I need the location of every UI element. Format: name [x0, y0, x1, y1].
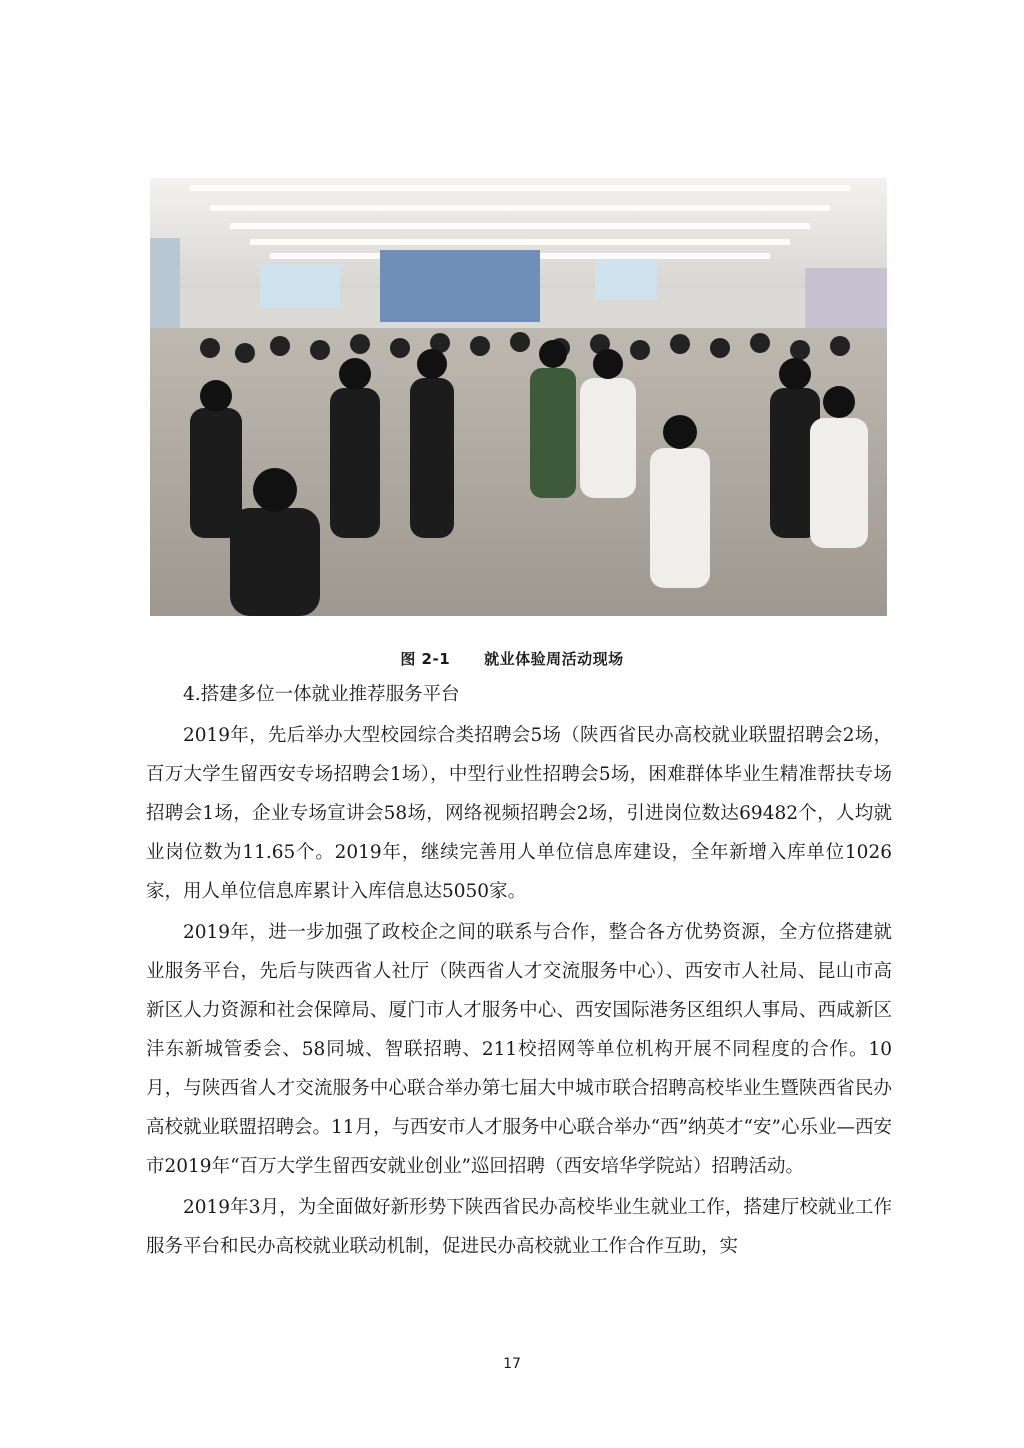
- paragraph-1: 2019年，先后举办大型校园综合类招聘会5场（陕西省民办高校就业联盟招聘会2场，百万大学生留西安专场招聘会1场），中型行业性招聘会5场，困难群体毕业生精准帮扶专场招聘会1场，企业专场宣讲会58场，网络视频招聘会2场，引进岗位数达69482个，人均就业岗位数为11.65个。2019年，继续完善用人单位信息库建设，全年新增入库单位1026家，用人单位信息库累计入库信息达5050家。: [146, 725, 892, 902]
- figure-number: 图 2-1: [400, 650, 451, 668]
- figure-caption: [0, 648, 1024, 669]
- crowd-photo-icon: [150, 178, 887, 616]
- figure-title: 就业体验周活动现场: [484, 650, 624, 668]
- section-heading: 4.搭建多位一体就业推荐服务平台: [183, 684, 460, 705]
- body-text: [146, 675, 892, 1268]
- paragraph-3: 2019年3月，为全面做好新形势下陕西省民办高校毕业生就业工作，搭建厅校就业工作服务平台和民办高校就业联动机制，促进民办高校就业工作合作互助，实: [146, 1197, 892, 1257]
- page-number: 17: [503, 1356, 521, 1372]
- event-photo: [150, 178, 887, 616]
- paragraph-2: 2019年，进一步加强了政校企之间的联系与合作，整合各方优势资源，全方位搭建就业服务平台，先后与陕西省人社厅（陕西省人才交流服务中心）、西安市人社局、昆山市高新区人力资源和社会保障局、厦门市人才服务中心、西安国际港务区组织人事局、西咸新区沣东新城管委会、58同城、智联招聘、211校招网等单位机构开展不同程度的合作。10月，与陕西省人才交流服务中心联合举办第七届大中城市联合招聘高校毕业生暨陕西省民办高校就业联盟招聘会。11月，与西安市人才服务中心联合举办“西”纳英才“安”心乐业—西安市2019年“百万大学生留西安就业创业”巡回招聘（西安培华学院站）招聘活动。: [146, 922, 892, 1177]
